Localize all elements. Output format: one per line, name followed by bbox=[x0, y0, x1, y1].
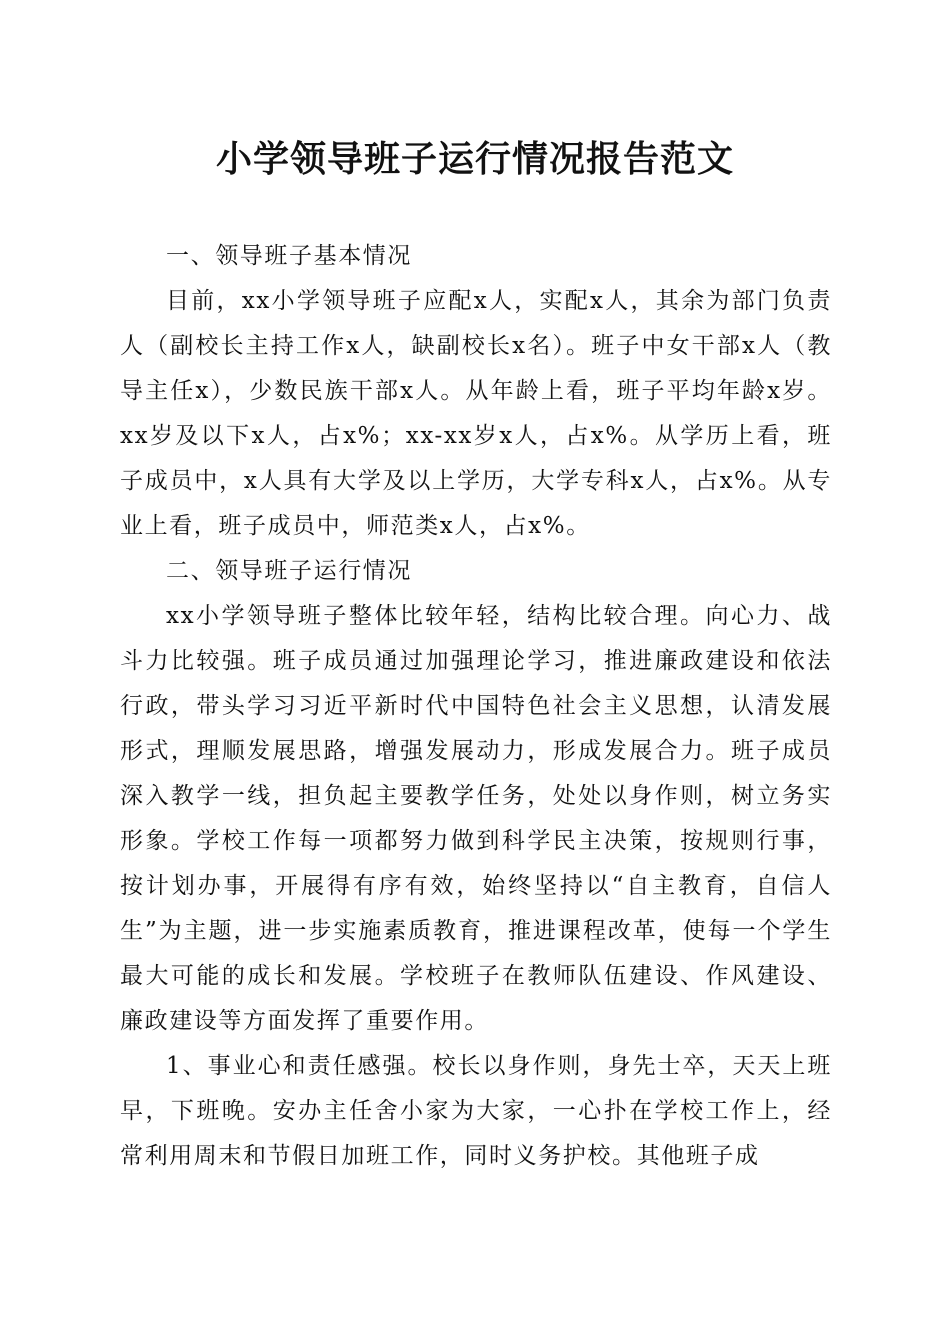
paragraph: 目前，xx小学领导班子应配x人，实配x人，其余为部门负责人（副校长主持工作x人，缺副校长x名）。班子中女干部x人（教导主任x），少数民族干部x人。从年龄上看，班子平均年龄x岁。xx岁及以下x人，占x%；xx-xx岁x人，占x%。从学历上看，班子成员中，x人具有大学及以上学历，大学专科x人，占x%。从专业上看，班子成员中，师范类x人，占x%。 bbox=[120, 288, 832, 539]
document-title: 小学领导班子运行情况报告范文 bbox=[215, 138, 734, 180]
document-body bbox=[120, 234, 832, 1179]
section-heading: 二、领导班子运行情况 bbox=[166, 558, 412, 584]
section-heading: 一、领导班子基本情况 bbox=[166, 243, 412, 269]
paragraph: 1、事业心和责任感强。校长以身作则，身先士卒，天天上班早，下班晚。安办主任舍小家为大家，一心扑在学校工作上，经常利用周末和节假日加班工作，同时义务护校。其他班子成 bbox=[120, 1053, 832, 1169]
paragraph: xx小学领导班子整体比较年轻，结构比较合理。向心力、战斗力比较强。班子成员通过加强理论学习，推进廉政建设和依法行政，带头学习习近平新时代中国特色社会主义思想，认清发展形式，理顺发展思路，增强发展动力，形成发展合力。班子成员深入教学一线，担负起主要教学任务，处处以身作则，树立务实形象。学校工作每一项都努力做到科学民主决策，按规则行事，按计划办事，开展得有序有效，始终坚持以“自主教育，自信人生”为主题，进一步实施素质教育，推进课程改革，使每一个学生最大可能的成长和发展。学校班子在教师队伍建设、作风建设、廉政建设等方面发挥了重要作用。 bbox=[120, 603, 832, 1034]
